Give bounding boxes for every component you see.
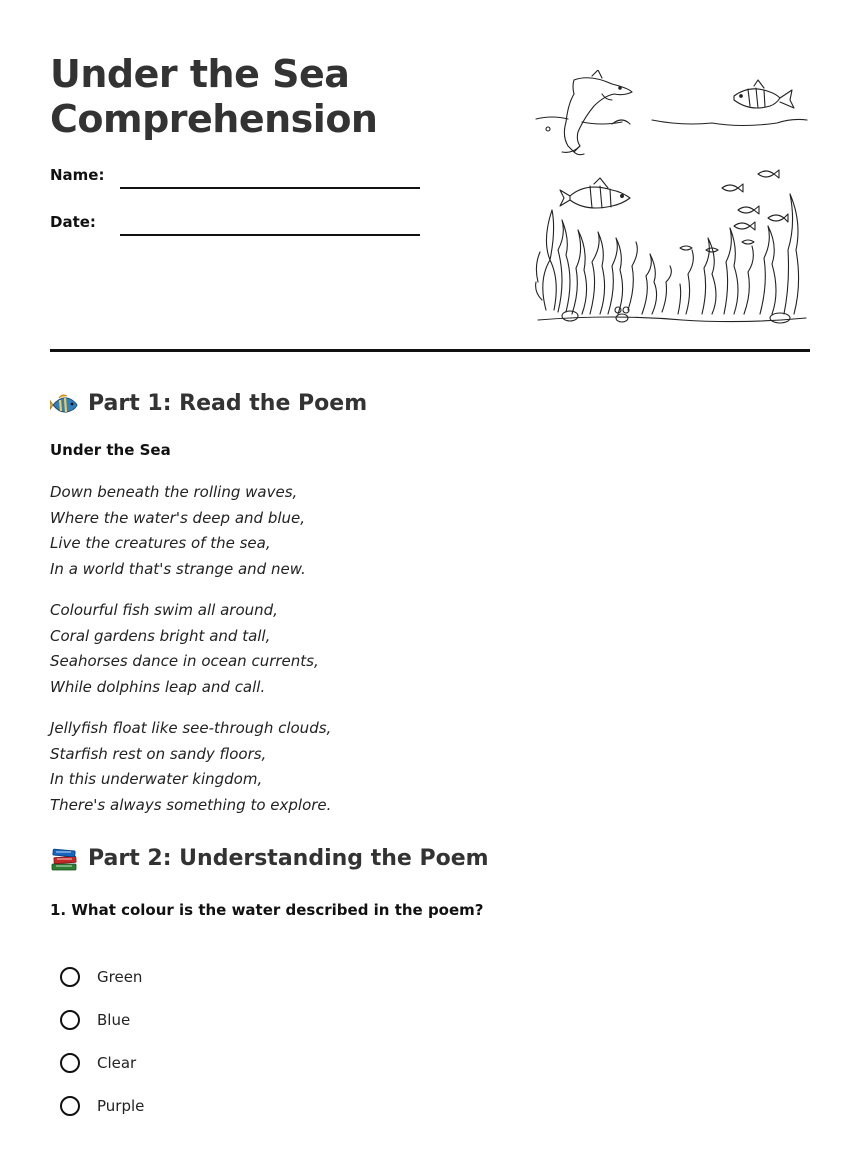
tropical-fish-icon: [50, 391, 80, 417]
poem-line: Live the creatures of the sea,: [50, 534, 271, 553]
part2-heading: [50, 845, 489, 873]
poem-line: In this underwater kingdom,: [50, 770, 263, 789]
poem-stanza-1: [50, 480, 306, 583]
answer-option-label: Clear: [97, 1054, 137, 1072]
name-field-line[interactable]: [120, 187, 420, 189]
poem-line: There's always something to explore.: [50, 796, 332, 815]
radio-button[interactable]: [60, 1010, 80, 1030]
date-field-line[interactable]: [120, 234, 420, 236]
part1-heading-text: Part 1: Read the Poem: [88, 391, 368, 416]
answer-option-green[interactable]: [60, 964, 142, 990]
radio-button[interactable]: [60, 967, 80, 987]
part1-heading: [50, 390, 367, 418]
water-surface-line: [536, 117, 807, 126]
poem-line: While dolphins leap and call.: [50, 678, 266, 697]
poem-stanza-3: [50, 716, 331, 819]
name-label: Name:: [50, 166, 105, 184]
large-fish-icon: [560, 178, 630, 208]
poem-line: Colourful fish swim all around,: [50, 601, 278, 619]
page-title-line-2: Comprehension: [50, 97, 378, 141]
radio-button[interactable]: [60, 1096, 80, 1116]
poem-line: Seahorses dance in ocean currents,: [50, 652, 319, 671]
poem-line: Starfish rest on sandy floors,: [50, 744, 267, 763]
sea-scene-illustration: [532, 70, 810, 330]
radio-button[interactable]: [60, 1053, 80, 1073]
page-title-line-1: Under the Sea: [50, 52, 350, 96]
seabed-rocks-icon: [538, 307, 806, 323]
poem-line: Jellyfish float like see-through clouds,: [50, 719, 332, 737]
question-1: 1. What colour is the water described in the poem?: [50, 901, 484, 919]
header-divider: [50, 349, 810, 352]
poem-line: In a world that's strange and new.: [50, 560, 306, 579]
striped-fish-icon: [734, 80, 794, 108]
poem-line: Coral gardens bright and tall,: [50, 626, 271, 645]
poem-title: Under the Sea: [50, 441, 171, 459]
answer-option-label: Purple: [97, 1097, 145, 1115]
answer-option-label: Blue: [97, 1011, 131, 1029]
poem-stanza-2: [50, 598, 319, 701]
page-title: [50, 52, 377, 142]
date-label: Date:: [50, 213, 96, 231]
books-icon: [50, 846, 80, 872]
part2-heading-text: Part 2: Understanding the Poem: [88, 846, 489, 871]
answer-option-clear[interactable]: [60, 1050, 136, 1076]
answer-option-label: Green: [97, 968, 143, 986]
answer-option-purple[interactable]: [60, 1093, 144, 1119]
dolphin-icon: [562, 70, 632, 155]
poem-line: Down beneath the rolling waves,: [50, 483, 298, 501]
poem-line: Where the water's deep and blue,: [50, 508, 306, 527]
answer-option-blue[interactable]: [60, 1007, 130, 1033]
